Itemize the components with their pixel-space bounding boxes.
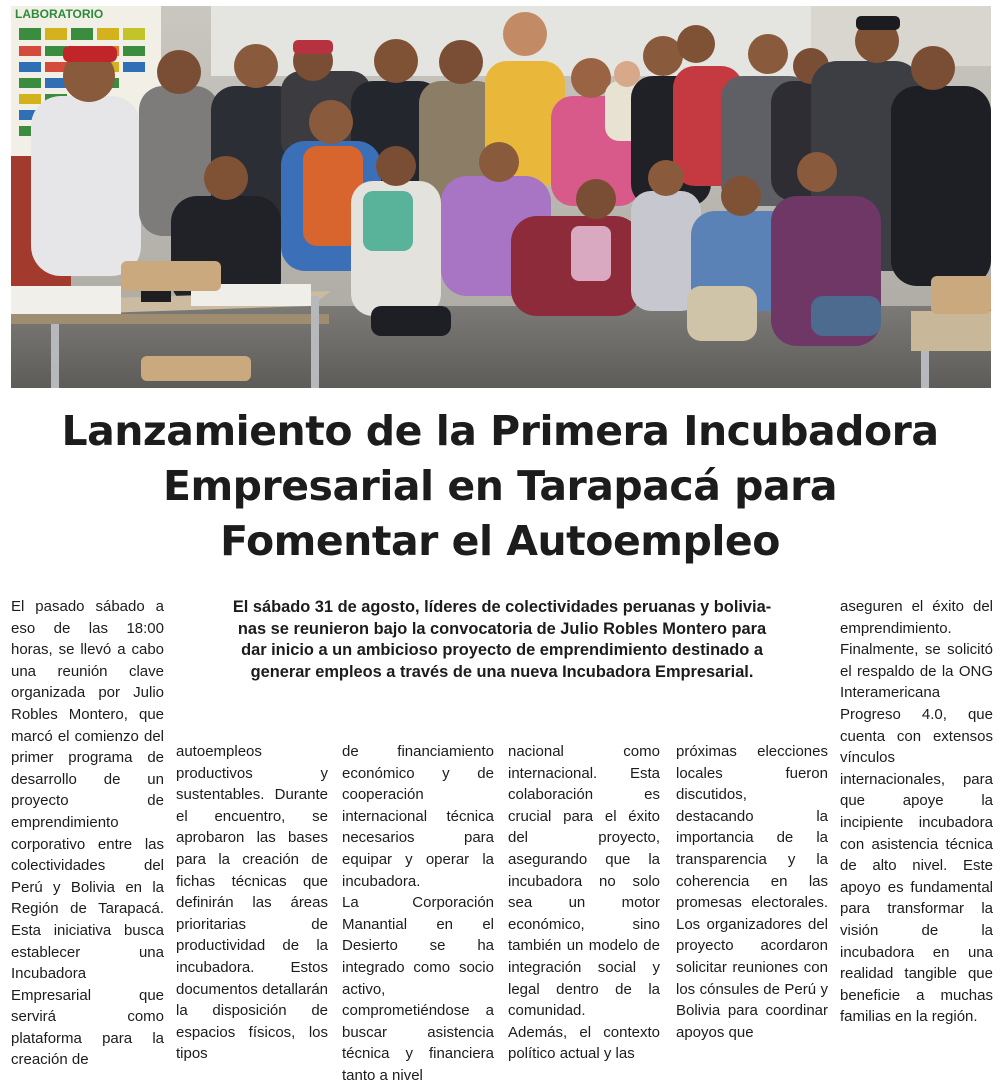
column-5 [676, 741, 828, 1043]
headline-line-3: Fomentar el Autoempleo [220, 517, 780, 565]
article-headline [0, 404, 1000, 569]
board-title: LABORATORIO [15, 7, 104, 21]
column-2 [176, 741, 328, 1065]
column-2-text: autoempleos productivos y sustentables. Durante el encuentro, se aprobaron las bases para la creación de fichas técnicas que definirán las áreas prioritarias de productividad de la incubadora. Estos documentos detallarán la disposición de espacios físicos, los tipos [176, 743, 328, 1063]
column-3-paragraph-2: La Corporación Manantial en el Desierto se ha integrado como socio activo, comprometiéndose a buscar asistencia técnica y financiera tanto a nivel [342, 894, 494, 1084]
column-6-paragraph-1: aseguren el éxito del emprendimiento. [840, 598, 993, 637]
column-1 [11, 596, 164, 1071]
article-lead [176, 597, 828, 683]
column-1-text: El pasado sábado a eso de las 18:00 horas, se llevó a cabo una reunión clave organizada por Julio Robles Montero, que marcó el comienzo del primer programa de desarrollo de un proyecto de emprendimiento corporativo entre las colectividades del Perú y Bolivia en la Región de Tarapacá. Esta iniciativa busca establecer una Incubadora Empresarial que servirá como plataforma para la creación de [11, 598, 164, 1069]
group-photo [11, 6, 991, 388]
column-3-paragraph-1: de financiamiento económico y de cooperación internacional técnica necesarios para equipar y operar la incubadora. [342, 743, 494, 890]
column-3 [342, 741, 494, 1087]
lead-line-1: El sábado 31 de agosto, líderes de colectividades peruanas y bolivia- [232, 598, 772, 616]
lead-line-3: dar inicio a un ambicioso proyecto de emprendimiento destinado a [241, 641, 763, 660]
column-5-text: próximas elecciones locales fueron discutidos, destacando la importancia de la transparencia y la coherencia en las promesas electorales. Los organizadores del proyecto acordaron solicitar reuniones con los cónsules de Perú y Bolivia para coordinar apoyos que [676, 743, 828, 1041]
headline-line-2: Empresarial en Tarapacá para [162, 462, 838, 510]
lead-line-4: generar empleos a través de una nueva Incubadora Empresarial. [250, 662, 754, 681]
lead-line-2: nas se reunieron bajo la convocatoria de Julio Robles Montero para [237, 619, 767, 638]
headline-line-1: Lanzamiento de la Primera Incubadora [61, 407, 939, 455]
column-4-paragraph-1: nacional como internacional. Esta colaboración es crucial para el éxito del proyecto, asegurando que la incubadora no solo sea un motor económico, sino también un modelo de integración social y legal dentro de la comunidad. [508, 743, 660, 1020]
column-6-paragraph-2: Finalmente, se solicitó el respaldo de la ONG Interamericana Progreso 4.0, que cuenta con extensos vínculos internacionales, para que apoye la incipiente incubadora con asistencia técnica de alto nivel. Este apoyo es fundamental para transformar la visión de la incubadora en una realidad tangible que beneficie a muchas familias en la región. [840, 641, 993, 1026]
column-4-paragraph-2: Además, el contexto político actual y las [508, 1023, 660, 1063]
column-6 [840, 596, 993, 1028]
column-4 [508, 741, 660, 1065]
